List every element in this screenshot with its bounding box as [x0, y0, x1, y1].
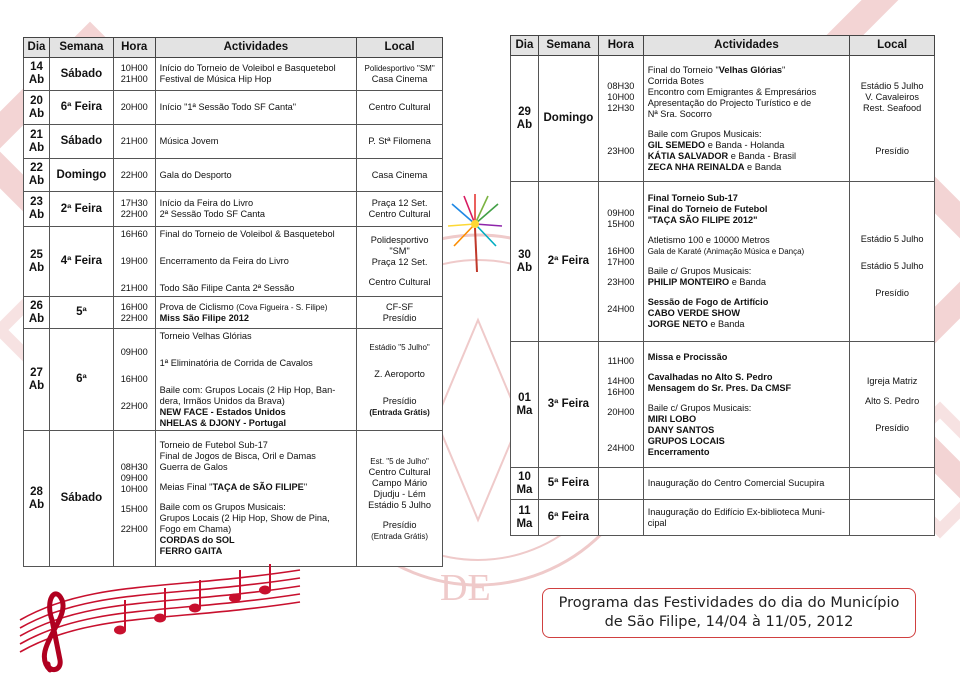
header-hora: Hora	[598, 36, 643, 56]
header-hora: Hora	[113, 38, 155, 58]
table-row	[24, 329, 443, 431]
day-cell: 20 Ab	[24, 91, 50, 125]
day-cell: 21 Ab	[24, 125, 50, 159]
activity-cell: Prova de Ciclismo (Cova Figueira - S. Filipe) Miss São Filipe 2012	[155, 297, 357, 329]
header-semana: Semana	[538, 36, 598, 56]
table-row	[24, 192, 443, 227]
day-cell: 26 Ab	[24, 297, 50, 329]
caption-line-2: de São Filipe, 14/04 à 11/05, 2012	[604, 614, 854, 630]
program-caption	[542, 588, 916, 638]
weekday-cell: Sábado	[49, 58, 113, 91]
caption-line-1: Programa das Festividades do dia do Município	[558, 595, 900, 611]
table-row	[24, 125, 443, 159]
time-cell: 22H00	[113, 159, 155, 192]
activity-cell: Música Jovem	[155, 125, 357, 159]
header-dia: Dia	[511, 36, 539, 56]
weekday-cell: 3ª Feira	[538, 342, 598, 468]
table-row	[511, 468, 935, 500]
header-semana: Semana	[49, 38, 113, 58]
time-cell: 11H00 14H00 16H00 20H00 24H00	[598, 342, 643, 468]
time-cell: 09H00 15H00 16H00 17H00 23H00 24H00	[598, 182, 643, 342]
time-cell: 08H30 10H00 12H30 23H00	[598, 56, 643, 182]
activity-cell: Inauguração do Edifício Ex-biblioteca Muni- cipal	[643, 500, 850, 536]
day-cell: 11 Ma	[511, 500, 539, 536]
weekday-cell: Sábado	[49, 431, 113, 567]
weekday-cell: Domingo	[538, 56, 598, 182]
location-cell: P. Stª Filomena	[357, 125, 443, 159]
table-row	[511, 342, 935, 468]
location-cell: Praça 12 Set. Centro Cultural	[357, 192, 443, 227]
header-local: Local	[357, 38, 443, 58]
table-header-row	[24, 38, 443, 58]
time-cell: 20H00	[113, 91, 155, 125]
activity-cell: Final do Torneio de Voleibol & Basquetebol Encerramento da Feira do Livro Todo São Filipe Canta 2ª Sessão	[155, 227, 357, 297]
weekday-cell: 6ª Feira	[538, 500, 598, 536]
day-cell: 22 Ab	[24, 159, 50, 192]
fireworks-icon	[444, 184, 506, 276]
watermark-text: DE	[440, 567, 491, 609]
weekday-cell: Domingo	[49, 159, 113, 192]
time-cell: 09H00 16H00 22H00	[113, 329, 155, 431]
weekday-cell: 5ª Feira	[538, 468, 598, 500]
time-cell: 10H00 21H00	[113, 58, 155, 91]
location-cell: Estádio 5 Julho V. Cavaleiros Rest. Seafood Presídio	[850, 56, 935, 182]
time-cell: 16H60 19H00 21H00	[113, 227, 155, 297]
day-cell: 14 Ab	[24, 58, 50, 91]
location-cell	[850, 500, 935, 536]
location-cell: Centro Cultural	[357, 91, 443, 125]
activity-cell: Início "1ª Sessão Todo SF Canta"	[155, 91, 357, 125]
activity-cell: Missa e Procissão Cavalhadas no Alto S. Pedro Mensagem do Sr. Pres. Da CMSF Baile c/ Grupos Musicais: MIRI LOBO DANY SANTOS GRUPOS LOCAIS Encerramento	[643, 342, 850, 468]
location-cell: CF-SF Presídio	[357, 297, 443, 329]
activity-cell: Gala do Desporto	[155, 159, 357, 192]
weekday-cell: 6ª	[49, 329, 113, 431]
location-cell: Estádio "5 Julho" Z. Aeroporto Presídio (Entrada Grátis)	[357, 329, 443, 431]
table-row	[24, 58, 443, 91]
day-cell: 27 Ab	[24, 329, 50, 431]
activity-cell: Início do Torneio de Voleibol e Basquetebol Festival de Música Hip Hop	[155, 58, 357, 91]
location-cell: Casa Cinema	[357, 159, 443, 192]
activity-cell: Início da Feira do Livro 2ª Sessão Todo SF Canta	[155, 192, 357, 227]
location-cell: Polidesportivo "SM" Praça 12 Set. Centro Cultural	[357, 227, 443, 297]
time-cell	[598, 468, 643, 500]
activity-cell: Inauguração do Centro Comercial Sucupira	[643, 468, 850, 500]
location-cell: Polidesportivo "SM" Casa Cinema	[357, 58, 443, 91]
table-row	[24, 159, 443, 192]
day-cell: 30 Ab	[511, 182, 539, 342]
weekday-cell: 4ª Feira	[49, 227, 113, 297]
location-cell	[850, 468, 935, 500]
time-cell: 08H30 09H00 10H00 15H00 22H00	[113, 431, 155, 567]
music-staff-decoration	[10, 560, 310, 678]
table-row	[24, 297, 443, 329]
location-cell: Igreja Matriz Alto S. Pedro Presídio	[850, 342, 935, 468]
header-local: Local	[850, 36, 935, 56]
table-row	[24, 91, 443, 125]
schedule-table-left	[23, 37, 443, 567]
day-cell: 10 Ma	[511, 468, 539, 500]
time-cell: 21H00	[113, 125, 155, 159]
day-cell: 01 Ma	[511, 342, 539, 468]
header-dia: Dia	[24, 38, 50, 58]
activity-cell: Torneio Velhas Glórias 1ª Eliminatória de Corrida de Cavalos Baile com: Grupos Locais (2 Hip Hop, Ban- dera, Irmãos Unidos da Brava) NEW FACE - Estados Unidos NHELAS & DJONY - Portugal	[155, 329, 357, 431]
table-row	[511, 182, 935, 342]
weekday-cell: 2ª Feira	[49, 192, 113, 227]
weekday-cell: 2ª Feira	[538, 182, 598, 342]
table-header-row	[511, 36, 935, 56]
table-row	[511, 56, 935, 182]
day-cell: 25 Ab	[24, 227, 50, 297]
weekday-cell: 5ª	[49, 297, 113, 329]
activity-cell: Final Torneio Sub-17 Final do Torneio de Futebol "TAÇA SÃO FILIPE 2012" Atletismo 100 e 10000 Metros Gala de Karaté (Animação Música e Dança) Baile c/ Grupos Musicais: PHILIP MONTEIRO e Banda Sessão de Fogo de Artifício CABO VERDE SHOW JORGE NETO e Banda	[643, 182, 850, 342]
location-cell: Est. "5 de Julho" Centro Cultural Campo Mário Djudju - Lém Estádio 5 Julho Presídio (Entrada Grátis)	[357, 431, 443, 567]
day-cell: 23 Ab	[24, 192, 50, 227]
day-cell: 28 Ab	[24, 431, 50, 567]
activity-cell: Final do Torneio "Velhas Glórias" Corrida Botes Encontro com Emigrantes & Empresários Apresentação do Projecto Turístico e de Nª Sra. Socorro Baile com Grupos Musicais: GIL SEMEDO e Banda - Holanda KÁTIA SALVADOR e Banda - Brasil ZECA NHA REINALDA e Banda	[643, 56, 850, 182]
header-actividades: Actividades	[643, 36, 850, 56]
schedule-table-right	[510, 35, 935, 536]
location-cell: Estádio 5 Julho Estádio 5 Julho Presídio	[850, 182, 935, 342]
table-row	[24, 431, 443, 567]
time-cell: 17H30 22H00	[113, 192, 155, 227]
time-cell: 16H00 22H00	[113, 297, 155, 329]
day-cell: 29 Ab	[511, 56, 539, 182]
header-actividades: Actividades	[155, 38, 357, 58]
weekday-cell: 6ª Feira	[49, 91, 113, 125]
time-cell	[598, 500, 643, 536]
weekday-cell: Sábado	[49, 125, 113, 159]
table-row	[511, 500, 935, 536]
activity-cell: Torneio de Futebol Sub-17 Final de Jogos de Bisca, Oril e Damas Guerra de Galos Meias Final "TAÇA de SÃO FILIPE" Baile com os Grupos Musicais: Grupos Locais (2 Hip Hop, Show de Pina, Fogo em Chama) CORDAS do SOL FERRO GAITA	[155, 431, 357, 567]
table-row	[24, 227, 443, 297]
